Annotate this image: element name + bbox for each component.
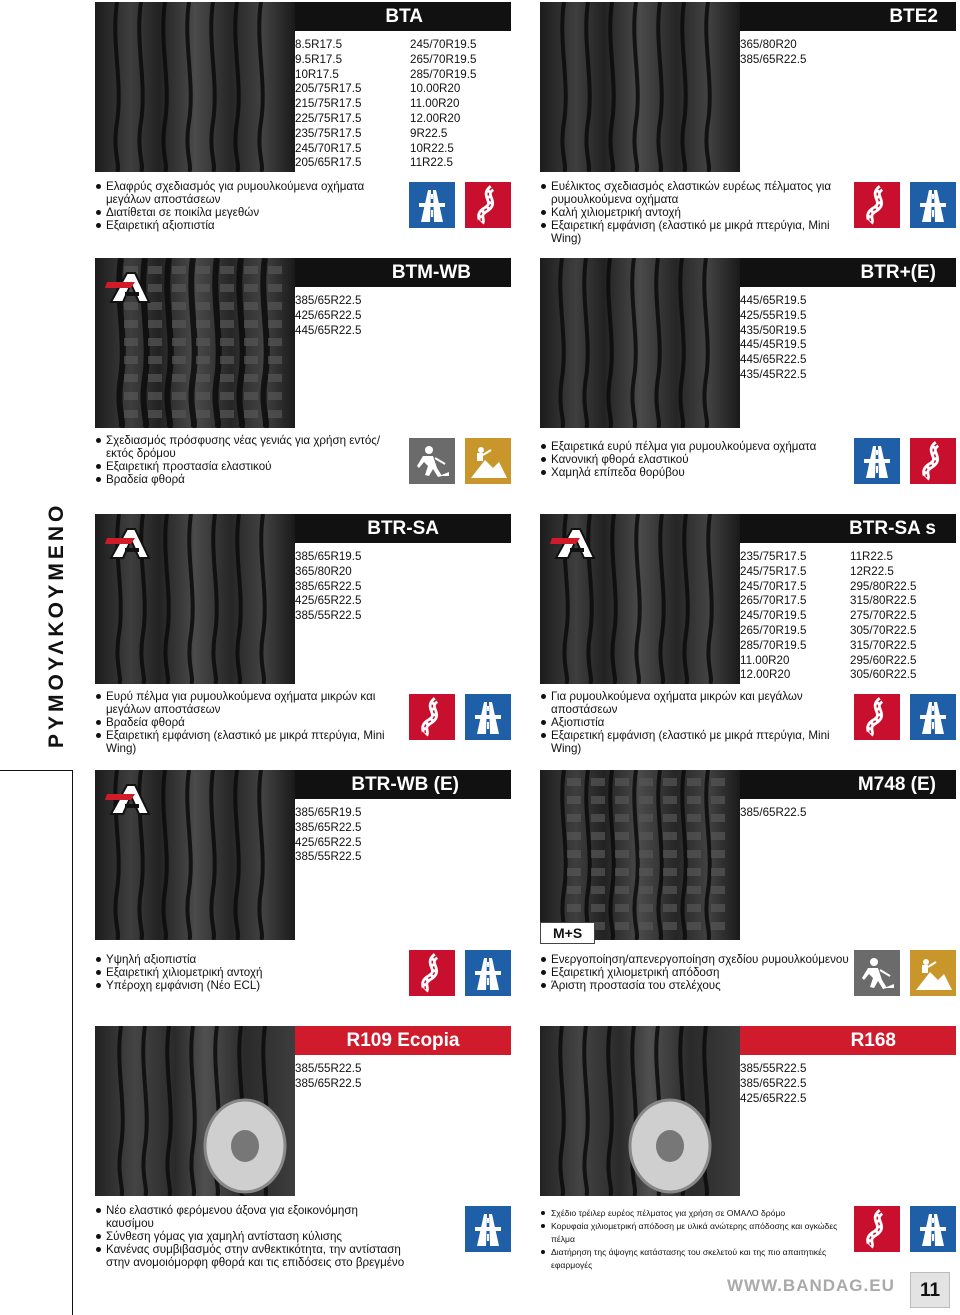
size-item: 385/65R22.5 — [740, 806, 807, 819]
size-item: 435/50R19.5 — [740, 323, 807, 337]
feature-item: Κορυφαία χιλιομετρική απόδοση με υλικά ανώτερης απόδοσης και ογκώδες πέλμα — [540, 1220, 845, 1246]
product-card — [95, 1026, 511, 1269]
size-item: 245/70R19.5 — [410, 38, 477, 51]
offroad-icon — [465, 438, 511, 484]
size-list — [740, 294, 806, 383]
product-title: BTR-SA s — [740, 514, 956, 543]
product-card — [95, 514, 511, 755]
size-item: 9R22.5 — [410, 126, 448, 140]
page-number: 11 — [910, 1272, 950, 1308]
size-item: 295/60R22.5 — [850, 653, 917, 667]
feature-item: Υπέροχη εμφάνιση (Νέο ECL) — [95, 979, 405, 992]
feature-item: Ευέλικτος σχεδιασμός ελαστικών ευρέως πέλματος για ρυμουλκούμενα οχήματα — [540, 180, 850, 206]
size-item: 425/65R22.5 — [295, 835, 362, 849]
product-card — [540, 770, 956, 1002]
product-card — [540, 1026, 956, 1270]
feature-item: Σχέδιο τρέιλερ ευρέος πέλματος για χρήση σε ΟΜΑΛΟ δρόμο — [540, 1207, 845, 1220]
size-item: 425/55R19.5 — [740, 308, 807, 322]
size-list — [295, 806, 361, 865]
feature-item: Διατήρηση της άψογης κατάστασης του σκελετού και της πιο απαιτητικές εφαρμογές — [540, 1246, 845, 1272]
size-list — [740, 1062, 806, 1106]
feature-item: Για ρυμουλκούμενα οχήματα μικρών και μεγάλων αποστάσεων — [540, 690, 845, 716]
size-item: 385/65R22.5 — [295, 579, 362, 593]
feature-item: Ευρύ πέλμα για ρυμουλκούμενα οχήματα μικρών και μεγάλων αποστάσεων — [95, 690, 405, 716]
highway-icon — [910, 1206, 956, 1252]
bandag-logo-icon — [550, 526, 600, 560]
product-card — [540, 258, 956, 490]
highway-icon — [465, 694, 511, 740]
size-item: 315/70R22.5 — [850, 638, 917, 652]
size-item: 445/65R22.5 — [740, 353, 807, 367]
product-card — [95, 2, 511, 234]
regional-road-icon — [854, 694, 900, 740]
feature-item: Εξαιρετική χιλιομετρική απόδοση — [540, 966, 850, 979]
feature-item: Εξαιρετική εμφάνιση (ελαστικό με μικρά πτερύγια, Mini Wing) — [540, 219, 850, 245]
size-item: 385/55R22.5 — [295, 850, 362, 864]
size-item: 295/80R22.5 — [850, 579, 917, 593]
size-item: 8.5R17.5 — [295, 38, 343, 51]
size-item: 385/55R22.5 — [740, 1062, 807, 1075]
highway-icon — [854, 438, 900, 484]
size-item: 385/65R19.5 — [295, 550, 362, 563]
size-item: 245/70R19.5 — [740, 609, 807, 623]
mud-snow-tag: M+S — [540, 922, 595, 944]
feature-item: Εξαιρετική προστασία ελαστικού — [95, 460, 405, 473]
product-title: BTR-WB (E) — [295, 770, 511, 799]
size-list — [295, 550, 361, 624]
size-item: 12.00R20 — [740, 668, 791, 682]
size-list — [295, 294, 361, 338]
size-item: 9.5R17.5 — [295, 52, 343, 66]
feature-item: Κανονική φθορά ελαστικού — [540, 453, 850, 466]
product-title: BTM-WB — [295, 258, 511, 287]
feature-list — [540, 690, 845, 755]
size-item: 385/65R22.5 — [295, 820, 362, 834]
feature-item: Εξαιρετικά ευρύ πέλμα για ρυμουλκούμενα οχήματα — [540, 440, 850, 453]
size-item: 245/75R17.5 — [740, 564, 807, 578]
size-item: 305/70R22.5 — [850, 623, 917, 637]
size-item: 265/70R19.5 — [740, 623, 807, 637]
feature-item: Κανένας συμβιβασμός στην ανθεκτικότητα, την αντίσταση στην ανομοιόμορφη φθορά και τις επιδόσεις στο βρεγμένο — [95, 1243, 405, 1269]
feature-item: Καλή χιλιομετρική αντοχή — [540, 206, 850, 219]
size-list — [740, 550, 806, 683]
product-card — [540, 514, 956, 755]
construction-worker-icon — [854, 950, 900, 996]
divider-line-vertical — [72, 770, 73, 1315]
feature-list — [540, 440, 850, 479]
tire-photo — [540, 258, 740, 428]
feature-list — [95, 434, 405, 486]
size-list — [295, 1062, 361, 1092]
size-item: 425/65R22.5 — [295, 308, 362, 322]
size-item: 285/70R19.5 — [410, 67, 477, 81]
size-item: 445/45R19.5 — [740, 338, 807, 352]
feature-list — [95, 180, 395, 232]
size-item: 385/65R22.5 — [740, 52, 807, 66]
bandag-logo-icon — [105, 270, 155, 304]
feature-item: Εξαιρετική εμφάνιση (ελαστικό με μικρά πτερύγια, Mini Wing) — [95, 729, 405, 755]
size-item: 365/80R20 — [295, 564, 352, 578]
size-item: 385/55R22.5 — [295, 609, 362, 623]
size-item: 10R22.5 — [410, 141, 454, 155]
size-item: 12R22.5 — [850, 564, 894, 578]
size-list-secondary — [410, 38, 476, 171]
size-item: 235/75R17.5 — [295, 126, 362, 140]
feature-list — [540, 1207, 845, 1272]
regional-road-icon — [409, 950, 455, 996]
size-item: 305/60R22.5 — [850, 668, 917, 682]
product-title: R168 — [740, 1026, 956, 1055]
size-item: 235/75R17.5 — [740, 550, 807, 563]
size-list — [295, 38, 361, 171]
feature-item: Υψηλή αξιοπιστία — [95, 953, 405, 966]
size-item: 11R22.5 — [850, 550, 893, 563]
bandag-logo-icon — [105, 526, 155, 560]
size-item: 11R22.5 — [410, 156, 453, 170]
feature-item: Ενεργοποίηση/απενεργοποίηση σχεδίου ρυμουλκούμενου — [540, 953, 850, 966]
tire-photo — [540, 1026, 740, 1196]
product-card — [95, 258, 511, 490]
size-item: 205/65R17.5 — [295, 156, 362, 170]
size-item: 11.00R20 — [740, 653, 790, 667]
feature-item: Διατίθεται σε ποικίλα μεγεθών — [95, 206, 395, 219]
size-item: 385/65R22.5 — [740, 1076, 807, 1090]
feature-item: Αξιοπιστία — [540, 716, 845, 729]
tire-photo — [540, 2, 740, 172]
size-item: 425/65R22.5 — [295, 594, 362, 608]
feature-list — [95, 953, 405, 992]
product-title: BTR+(E) — [740, 258, 956, 287]
tire-photo — [95, 1026, 295, 1196]
size-item: 385/65R19.5 — [295, 806, 362, 819]
tire-photo — [540, 770, 740, 940]
size-list — [740, 38, 806, 68]
product-title: BTE2 — [740, 2, 956, 31]
feature-list — [95, 690, 405, 755]
size-item: 425/65R22.5 — [740, 1091, 807, 1105]
tire-photo — [95, 2, 295, 172]
size-item: 385/65R22.5 — [295, 294, 362, 307]
feature-item: Άριστη προστασία του στελέχους — [540, 979, 850, 992]
construction-worker-icon — [409, 438, 455, 484]
size-item: 285/70R19.5 — [740, 638, 807, 652]
product-title: M748 (E) — [740, 770, 956, 799]
size-item: 205/75R17.5 — [295, 82, 362, 96]
bandag-logo-icon — [105, 782, 155, 816]
size-item: 365/80R20 — [740, 38, 797, 51]
size-item: 11.00R20 — [410, 97, 460, 111]
size-item: 10.00R20 — [410, 82, 461, 96]
size-item: 265/70R17.5 — [740, 594, 807, 608]
size-list — [740, 806, 806, 821]
product-card — [540, 2, 956, 245]
highway-icon — [465, 1206, 511, 1252]
highway-icon — [910, 694, 956, 740]
feature-item: Εξαιρετική αξιοπιστία — [95, 219, 395, 232]
product-card — [95, 770, 511, 1002]
feature-item: Βραδεία φθορά — [95, 716, 405, 729]
feature-list — [540, 180, 850, 245]
size-item: 445/65R19.5 — [740, 294, 807, 307]
highway-icon — [409, 182, 455, 228]
product-title: R109 Ecopia — [295, 1026, 511, 1055]
feature-item: Εξαιρετική χιλιομετρική αντοχή — [95, 966, 405, 979]
regional-road-icon — [854, 182, 900, 228]
feature-list — [540, 953, 850, 992]
size-item: 245/70R17.5 — [295, 141, 362, 155]
divider-line — [0, 770, 72, 771]
feature-list — [95, 1204, 405, 1269]
size-item: 315/80R22.5 — [850, 594, 917, 608]
size-item: 385/55R22.5 — [295, 1062, 362, 1075]
feature-item: Ελαφρύς σχεδιασμός για ρυμουλκούμενα οχήματα μεγάλων αποστάσεων — [95, 180, 395, 206]
feature-item: Βραδεία φθορά — [95, 473, 405, 486]
size-item: 275/70R22.5 — [850, 609, 917, 623]
size-item: 215/75R17.5 — [295, 97, 362, 111]
feature-item: Νέο ελαστικό φερόμενου άξονα για εξοικονόμηση καυσίμου — [95, 1204, 405, 1230]
feature-item: Σύνθεση γόμας για χαμηλή αντίσταση κύλισης — [95, 1230, 405, 1243]
size-item: 245/70R17.5 — [740, 579, 807, 593]
feature-item: Σχεδιασμός πρόσφυσης νέας γενιάς για χρήση εντός/εκτός δρόμου — [95, 434, 405, 460]
regional-road-icon — [465, 182, 511, 228]
footer-website[interactable]: WWW.BANDAG.EU — [727, 1276, 895, 1295]
highway-icon — [465, 950, 511, 996]
feature-item: Χαμηλά επίπεδα θορύβου — [540, 466, 850, 479]
size-item: 10R17.5 — [295, 67, 339, 81]
size-item: 445/65R22.5 — [295, 323, 362, 337]
section-label: ΡΥΜΟΥΛΚΟΥΜΕΝΟ — [45, 501, 68, 749]
size-item: 435/45R22.5 — [740, 367, 807, 381]
size-item: 385/65R22.5 — [295, 1076, 362, 1090]
size-item: 225/75R17.5 — [295, 111, 362, 125]
size-item: 12.00R20 — [410, 111, 461, 125]
offroad-icon — [910, 950, 956, 996]
size-list-secondary — [850, 550, 916, 683]
product-title: BTR-SA — [295, 514, 511, 543]
feature-item: Εξαιρετική εμφάνιση (ελαστικό με μικρά πτερύγια, Mini Wing) — [540, 729, 845, 755]
regional-road-icon — [409, 694, 455, 740]
product-title: BTA — [295, 2, 511, 31]
regional-road-icon — [910, 438, 956, 484]
size-item: 265/70R19.5 — [410, 52, 477, 66]
highway-icon — [910, 182, 956, 228]
regional-road-icon — [854, 1206, 900, 1252]
